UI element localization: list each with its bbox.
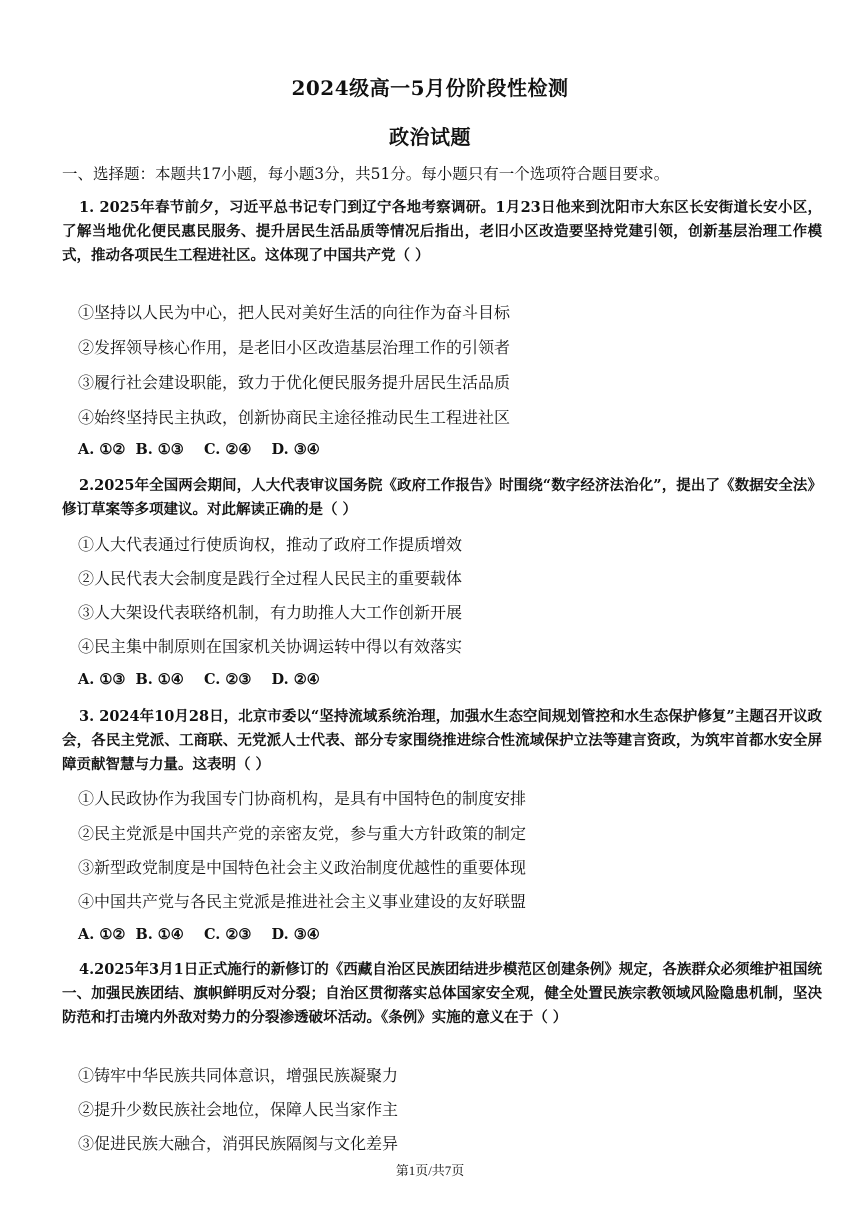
question-3-answers: A. ①② B. ①④ C. ②③ D. ③④ <box>78 926 320 943</box>
question-1-option-1: ①坚持以人民为中心，把人民对美好生活的向往作为奋斗目标 <box>78 303 511 322</box>
question-2-option-2: ②人民代表大会制度是践行全过程人民民主的重要载体 <box>78 569 463 588</box>
question-2-stem: 2.2025年全国两会期间，人大代表审议国务院《政府工作报告》时围绕“数字经济法治化”，提出了《数据安全法》修订草案等多项建议。对此解读正确的是（ ） <box>62 477 822 518</box>
question-3-option-1: ①人民政协作为我国专门协商机构，是具有中国特色的制度安排 <box>78 789 527 808</box>
question-4-stem: 4.2025年3月1日正式施行的新修订的《西藏自治区民族团结进步模范区创建条例》规定，各族群众必须维护祖国统一、加强民族团结、旗帜鲜明反对分裂；自治区贯彻落实总体国家安全观，健全处置民族宗教领域风险隐患机制，坚决防范和打击境内外敌对势力的分裂渗透破坏活动。《条例》实施的意义在于（ ） <box>62 961 822 1026</box>
question-1-answers: A. ①② B. ①③ C. ②④ D. ③④ <box>78 441 320 458</box>
question-1-option-4: ④始终坚持民主执政，创新协商民主途径推动民生工程进社区 <box>78 408 511 427</box>
question-1-stem: 1. 2025年春节前夕，习近平总书记专门到辽宁各地考察调研。1月23日他来到沈阳市大东区长安街道长安小区，了解当地优化便民惠民服务、提升居民生活品质等情况后指出，老旧小区改造要坚持党建引领，创新基层治理工作模式，推动各项民生工程进社区。这体现了中国共产党（ ） <box>62 199 822 264</box>
question-4-option-2: ②提升少数民族社会地位，保障人民当家作主 <box>78 1100 399 1119</box>
question-2-option-3: ③人大架设代表联络机制，有力助推人大工作创新开展 <box>78 603 463 622</box>
question-1-option-3: ③履行社会建设职能，致力于优化便民服务提升居民生活品质 <box>78 373 511 392</box>
question-3-option-3: ③新型政党制度是中国特色社会主义政治制度优越性的重要体现 <box>78 858 527 877</box>
question-1-option-2: ②发挥领导核心作用，是老旧小区改造基层治理工作的引领者 <box>78 338 511 357</box>
question-3-option-2: ②民主党派是中国共产党的亲密友党，参与重大方针政策的制定 <box>78 824 527 843</box>
question-4-option-3: ③促进民族大融合，消弭民族隔阂与文化差异 <box>78 1134 399 1153</box>
question-4-option-1: ①铸牢中华民族共同体意识，增强民族凝聚力 <box>78 1066 399 1085</box>
question-2-option-1: ①人大代表通过行使质询权，推动了政府工作提质增效 <box>78 535 463 554</box>
page-number-footer: 第1页/共7页 <box>395 1163 465 1178</box>
exam-subject-title: 政治试题 <box>389 125 471 149</box>
exam-title: 2024级高一5月份阶段性检测 <box>291 76 569 100</box>
question-2-answers: A. ①③ B. ①④ C. ②③ D. ②④ <box>78 671 320 688</box>
section-heading: 一、选择题：本题共17小题，每小题3分，共51分。每小题只有一个选项符合题目要求。 <box>62 165 670 183</box>
question-3-stem: 3. 2024年10月28日，北京市委以“坚持流域系统治理，加强水生态空间规划管控和水生态保护修复”主题召开议政会，各民主党派、工商联、无党派人士代表、部分专家围绕推进综合性流域保护立法等建言资政，为筑牢首都水安全屏障贡献智慧与力量。这表明（ ） <box>62 708 822 773</box>
question-2-option-4: ④民主集中制原则在国家机关协调运转中得以有效落实 <box>78 637 463 656</box>
question-3-option-4: ④中国共产党与各民主党派是推进社会主义事业建设的友好联盟 <box>78 892 527 911</box>
